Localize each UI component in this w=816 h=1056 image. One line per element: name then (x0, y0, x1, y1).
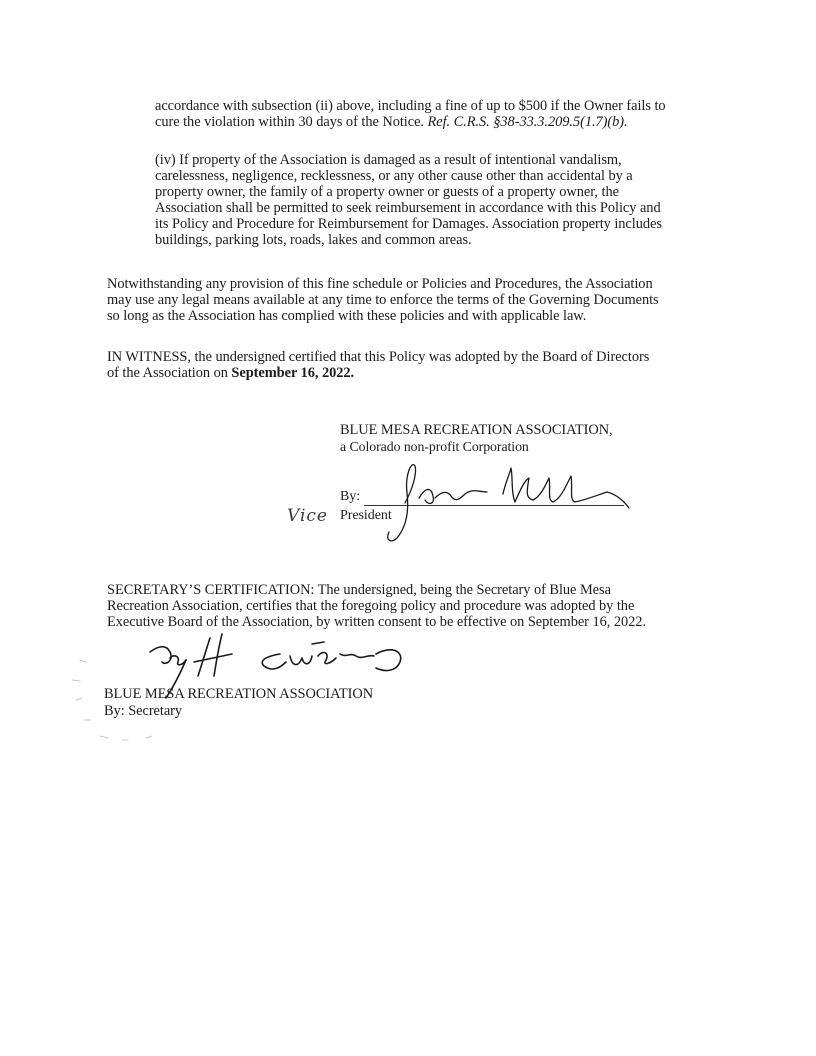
paragraph-line: so long as the Association has complied with these policies and with applicable law. (107, 308, 587, 324)
paragraph-line: accordance with subsection (ii) above, including a fine of up to $500 if the Owner fails to (155, 98, 666, 114)
by-secretary-label: By: Secretary (104, 703, 183, 719)
association-name: BLUE MESA RECREATION ASSOCIATION, (340, 422, 613, 438)
president-title-label: President (340, 508, 392, 523)
paragraph-line: Executive Board of the Association, by written consent to be effective on September 16, 2022. (107, 614, 646, 630)
paragraph-line: Recreation Association, certifies that the foregoing policy and procedure was adopted by the (107, 598, 635, 614)
paragraph-line: may use any legal means available at any time to enforce the terms of the Governing Documents (107, 292, 659, 308)
statute-reference: Ref. C.R.S. §38-33.3.209.5(1.7)(b). (427, 114, 628, 130)
paragraph-text: cure the violation within 30 days of the Notice. (155, 114, 428, 130)
paragraph-line (155, 114, 666, 130)
adoption-date: September 16, 2022. (231, 365, 355, 381)
paragraph-line: buildings, parking lots, roads, lakes and common areas. (155, 232, 472, 248)
paragraph-line (107, 365, 649, 381)
paragraph-line: SECRETARY’S CERTIFICATION: The undersigned, being the Secretary of Blue Mesa (107, 582, 611, 598)
paragraph-line: Association shall be permitted to seek reimbursement in accordance with this Policy and (155, 200, 661, 216)
organization-name: BLUE MESA RECREATION ASSOCIATION (104, 686, 374, 702)
handwritten-vice-annotation: Vice (287, 506, 328, 526)
paragraph-line: carelessness, negligence, recklessness, or any other cause other than accidental by a (155, 168, 633, 184)
paragraph-iv (155, 152, 662, 248)
secretary-certification-paragraph (107, 582, 646, 630)
by-label: By: (340, 489, 361, 504)
secretary-signature-block (104, 686, 373, 720)
paragraph-in-witness (107, 349, 649, 381)
paragraph-line: property owner, the family of a property owner or guests of a property owner, the (155, 184, 619, 200)
paragraph-line: IN WITNESS, the undersigned certified that this Policy was adopted by the Board of Directors (107, 349, 650, 365)
paragraph-line: (iv) If property of the Association is damaged as a result of intentional vandalism, (155, 152, 622, 168)
paragraph-ii-continuation (155, 98, 666, 130)
paragraph-notwithstanding (107, 276, 659, 324)
association-subtitle: a Colorado non-profit Corporation (340, 439, 529, 454)
paragraph-line: its Policy and Procedure for Reimbursement for Damages. Association property includes (155, 216, 662, 232)
paragraph-line: Notwithstanding any provision of this fine schedule or Policies and Procedures, the Association (107, 276, 653, 292)
paragraph-text: of the Association on (107, 365, 232, 381)
president-signature (375, 448, 635, 548)
